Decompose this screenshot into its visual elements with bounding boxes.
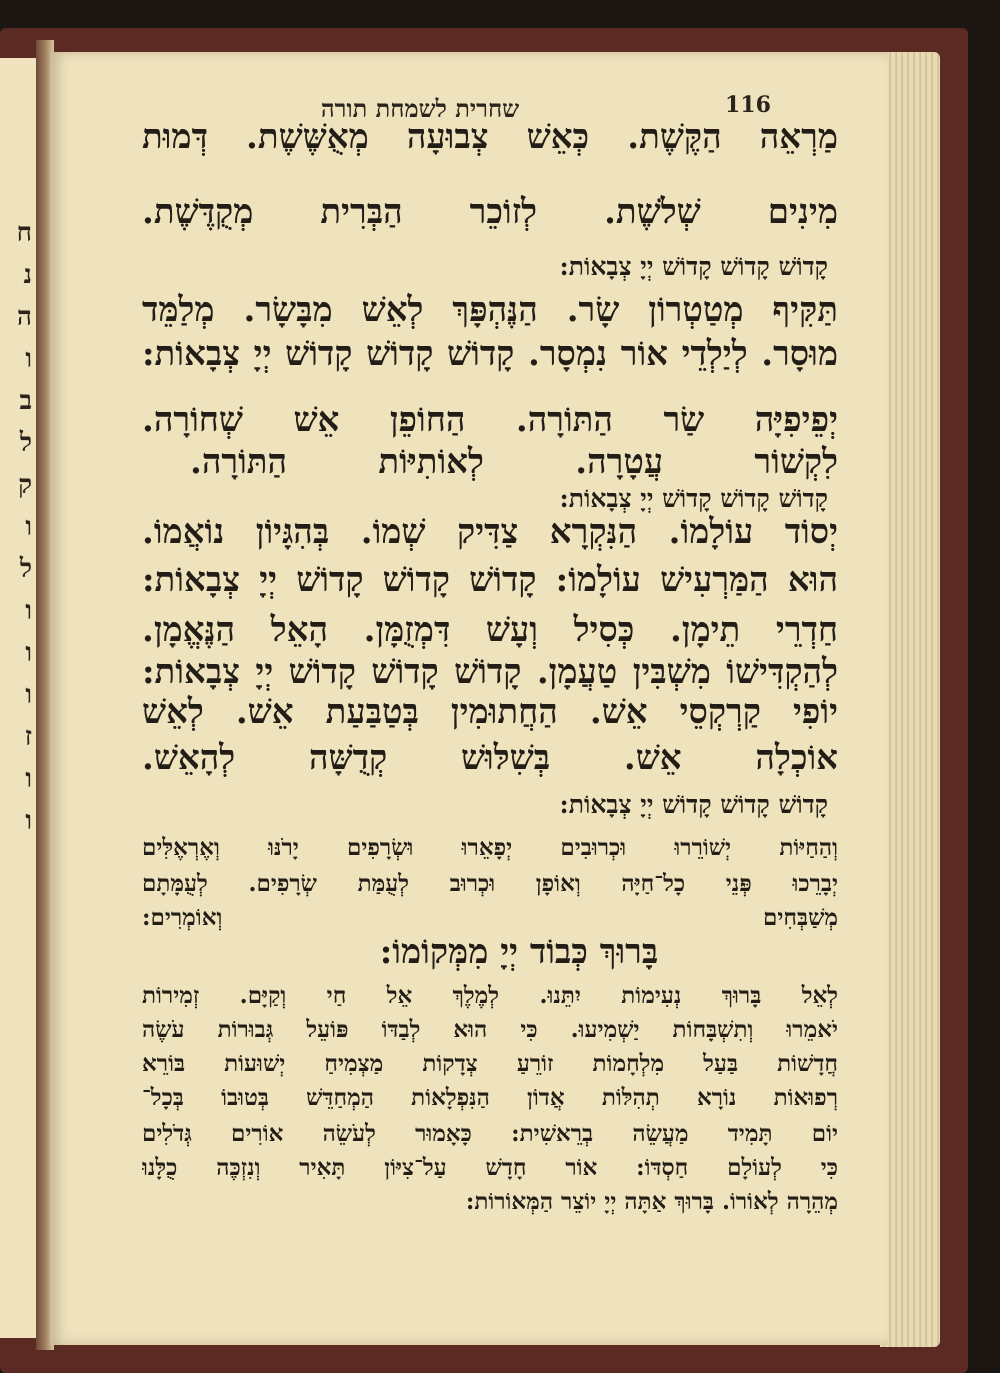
text-line: חֲדָשׁוֹת בַּעַל מִלְחָמוֹת זוֹרֵעַ צְדָקוֹת מַצְמִיחַ יְשׁוּעוֹת בּוֹרֵא bbox=[142, 1050, 838, 1077]
text-line: וְהַחַיּוֹת יְשׁוֹרֵרוּ וּכְרוּבִים יְפָאֵרוּ וּשְׂרָפִים יָרֹנּוּ וְאֶרְאֶלִּים bbox=[142, 834, 838, 861]
text-line: קָדוֹשׁ קָדוֹשׁ קָדוֹשׁ יְיָ צְבָאוֹת: bbox=[559, 790, 828, 819]
text-line: מְשַׁבְּחִים וְאוֹמְרִים: bbox=[142, 904, 838, 931]
page-edges bbox=[880, 52, 940, 1347]
text-line: תַּקִּיף מְטַטְרוֹן שָׂר. הַנֶּהְפָּךְ לְאֵשׁ מִבָּשָׂר. מְלַמֵּד bbox=[142, 290, 838, 330]
text-line: לִקְשׁוֹר עֲטָרָה. לְאוֹתִיּוֹת הַתּוֹרָה. bbox=[190, 442, 838, 482]
left-page-letter: ו bbox=[25, 680, 32, 710]
left-page-letter: ח bbox=[16, 218, 32, 248]
text-line: כִּי לְעוֹלָם חַסְדּוֹ: אוֹר חָדָשׁ עַל־צִיּוֹן תָּאִיר וְנִזְכֶּה כֻלָּנוּ bbox=[142, 1154, 838, 1181]
text-line: חַדְרֵי תֵימָן. כְּסִיל וְעָשׁ דִּמְזֻמָּן. הָאֵל הַנֶּאֱמָן. bbox=[142, 610, 838, 650]
text-line: קָדוֹשׁ קָדוֹשׁ קָדוֹשׁ יְיָ צְבָאוֹת: bbox=[559, 252, 828, 281]
left-page-letter: ו bbox=[25, 638, 32, 668]
text-line: מִינִים שְׁלֹשֶׁת. לְזוֹכֵר הַבְּרִית מְקֻדֶּשֶׁת. bbox=[142, 192, 838, 232]
text-line: אוֹכְלָה אֵשׁ. בְּשִׁלּוּשׁ קְדֻשָּׁה לְהָאֵשׁ. bbox=[142, 738, 838, 778]
left-page-letter: ו bbox=[25, 512, 32, 542]
text-line: יְפֵיפִיָּה שַׂר הַתּוֹרָה. הַחוֹפֵן אֵשׁ שְׁחוֹרָה. bbox=[142, 400, 838, 440]
text-line: הוּא הַמַּרְעִישׁ עוֹלָמוֹ: קָדוֹשׁ קָדוֹשׁ קָדוֹשׁ יְיָ צְבָאוֹת: bbox=[142, 560, 838, 600]
text-line: לְהַקְדִּישׁוֹ מִשְׁבִּין טַעֲמָן. קָדוֹשׁ קָדוֹשׁ קָדוֹשׁ יְיָ צְבָאוֹת: bbox=[142, 652, 838, 692]
left-page-letter: ו bbox=[25, 344, 32, 374]
left-page-letter: ל bbox=[19, 554, 32, 584]
text-line: יוֹפִי קַרְקְסֵי אֵשׁ. הַחֲתוּמִין בְּטַבַּעַת אֵשׁ. לְאֵשׁ bbox=[142, 692, 838, 732]
text-line: מְהֵרָה לְאוֹרוֹ. בָּרוּךְ אַתָּה יְיָ יוֹצֵר הַמְּאוֹרוֹת: bbox=[465, 1188, 838, 1215]
left-page-letter: ו bbox=[25, 764, 32, 794]
running-head: שחרית לשמחת תורה bbox=[320, 94, 520, 123]
left-page-letter: ז bbox=[24, 722, 32, 752]
left-page-letter: ו bbox=[25, 806, 32, 836]
text-line: רְפוּאוֹת נוֹרָא תְהִלּוֹת אֲדוֹן הַנִּפְלָאוֹת הַמְחַדֵּשׁ בְּטוּבוֹ בְּכָל־ bbox=[142, 1084, 838, 1111]
text-line: יְבָרֵכוּ פְּנֵי כָל־חַיָּה וְאוֹפָן וּכְרוּב לְעֻמַּת שְׂרָפִים. לְעֻמָּתָם bbox=[142, 870, 838, 897]
text-line: מוּסָר. לְיַלְדֵי אוֹר נִמְסָר. קָדוֹשׁ קָדוֹשׁ קָדוֹשׁ יְיָ צְבָאוֹת: bbox=[142, 334, 838, 374]
left-page-letter: ה bbox=[17, 302, 32, 332]
text-line: בָּרוּךְ כְּבוֹד יְיָ מִמְּקוֹמוֹ: bbox=[379, 932, 659, 972]
text-line: יְסוֹד עוֹלָמוֹ. הַנִּקְרָא צַדִּיק שְׁמוֹ. בְּהִגָּיוֹן נוֹאֲמוֹ. bbox=[142, 512, 838, 552]
text-line: קָדוֹשׁ קָדוֹשׁ קָדוֹשׁ יְיָ צְבָאוֹת: bbox=[559, 484, 828, 513]
left-page-letter: ב bbox=[19, 386, 32, 416]
left-page-letter: ו bbox=[25, 596, 32, 626]
text-line: לְאֵל בָּרוּךְ נְעִימוֹת יִתֵּנוּ. לְמֶלֶךְ אֵל חַי וְקַיָּם. זְמִירוֹת bbox=[142, 982, 838, 1009]
text-line: יֹאמֵרוּ וְתִשְׁבָּחוֹת יַשְׁמִיעוּ. כִּי הוּא לְבַדּוֹ פּוֹעֵל גְּבוּרוֹת עֹשֶׂה bbox=[142, 1016, 838, 1043]
left-page-fragment bbox=[0, 58, 36, 1338]
text-line: מַרְאֵה הַקֶּשֶׁת. כְּאֵשׁ צְבוּעָה מְאֻשֶּׁשֶׁת. דְּמוּת bbox=[142, 117, 838, 157]
left-page-letter: ל bbox=[19, 428, 32, 458]
text-line: יוֹם תָּמִיד מַעֲשֵׂה בְרֵאשִׁית: כָּאָמוּר לְעֹשֵׂה אוֹרִים גְּדֹלִים bbox=[142, 1120, 838, 1147]
page-number: 116 bbox=[725, 92, 771, 118]
left-page-letter: נ bbox=[23, 260, 32, 290]
right-page bbox=[50, 52, 888, 1345]
left-page-letter: ק bbox=[18, 470, 32, 500]
